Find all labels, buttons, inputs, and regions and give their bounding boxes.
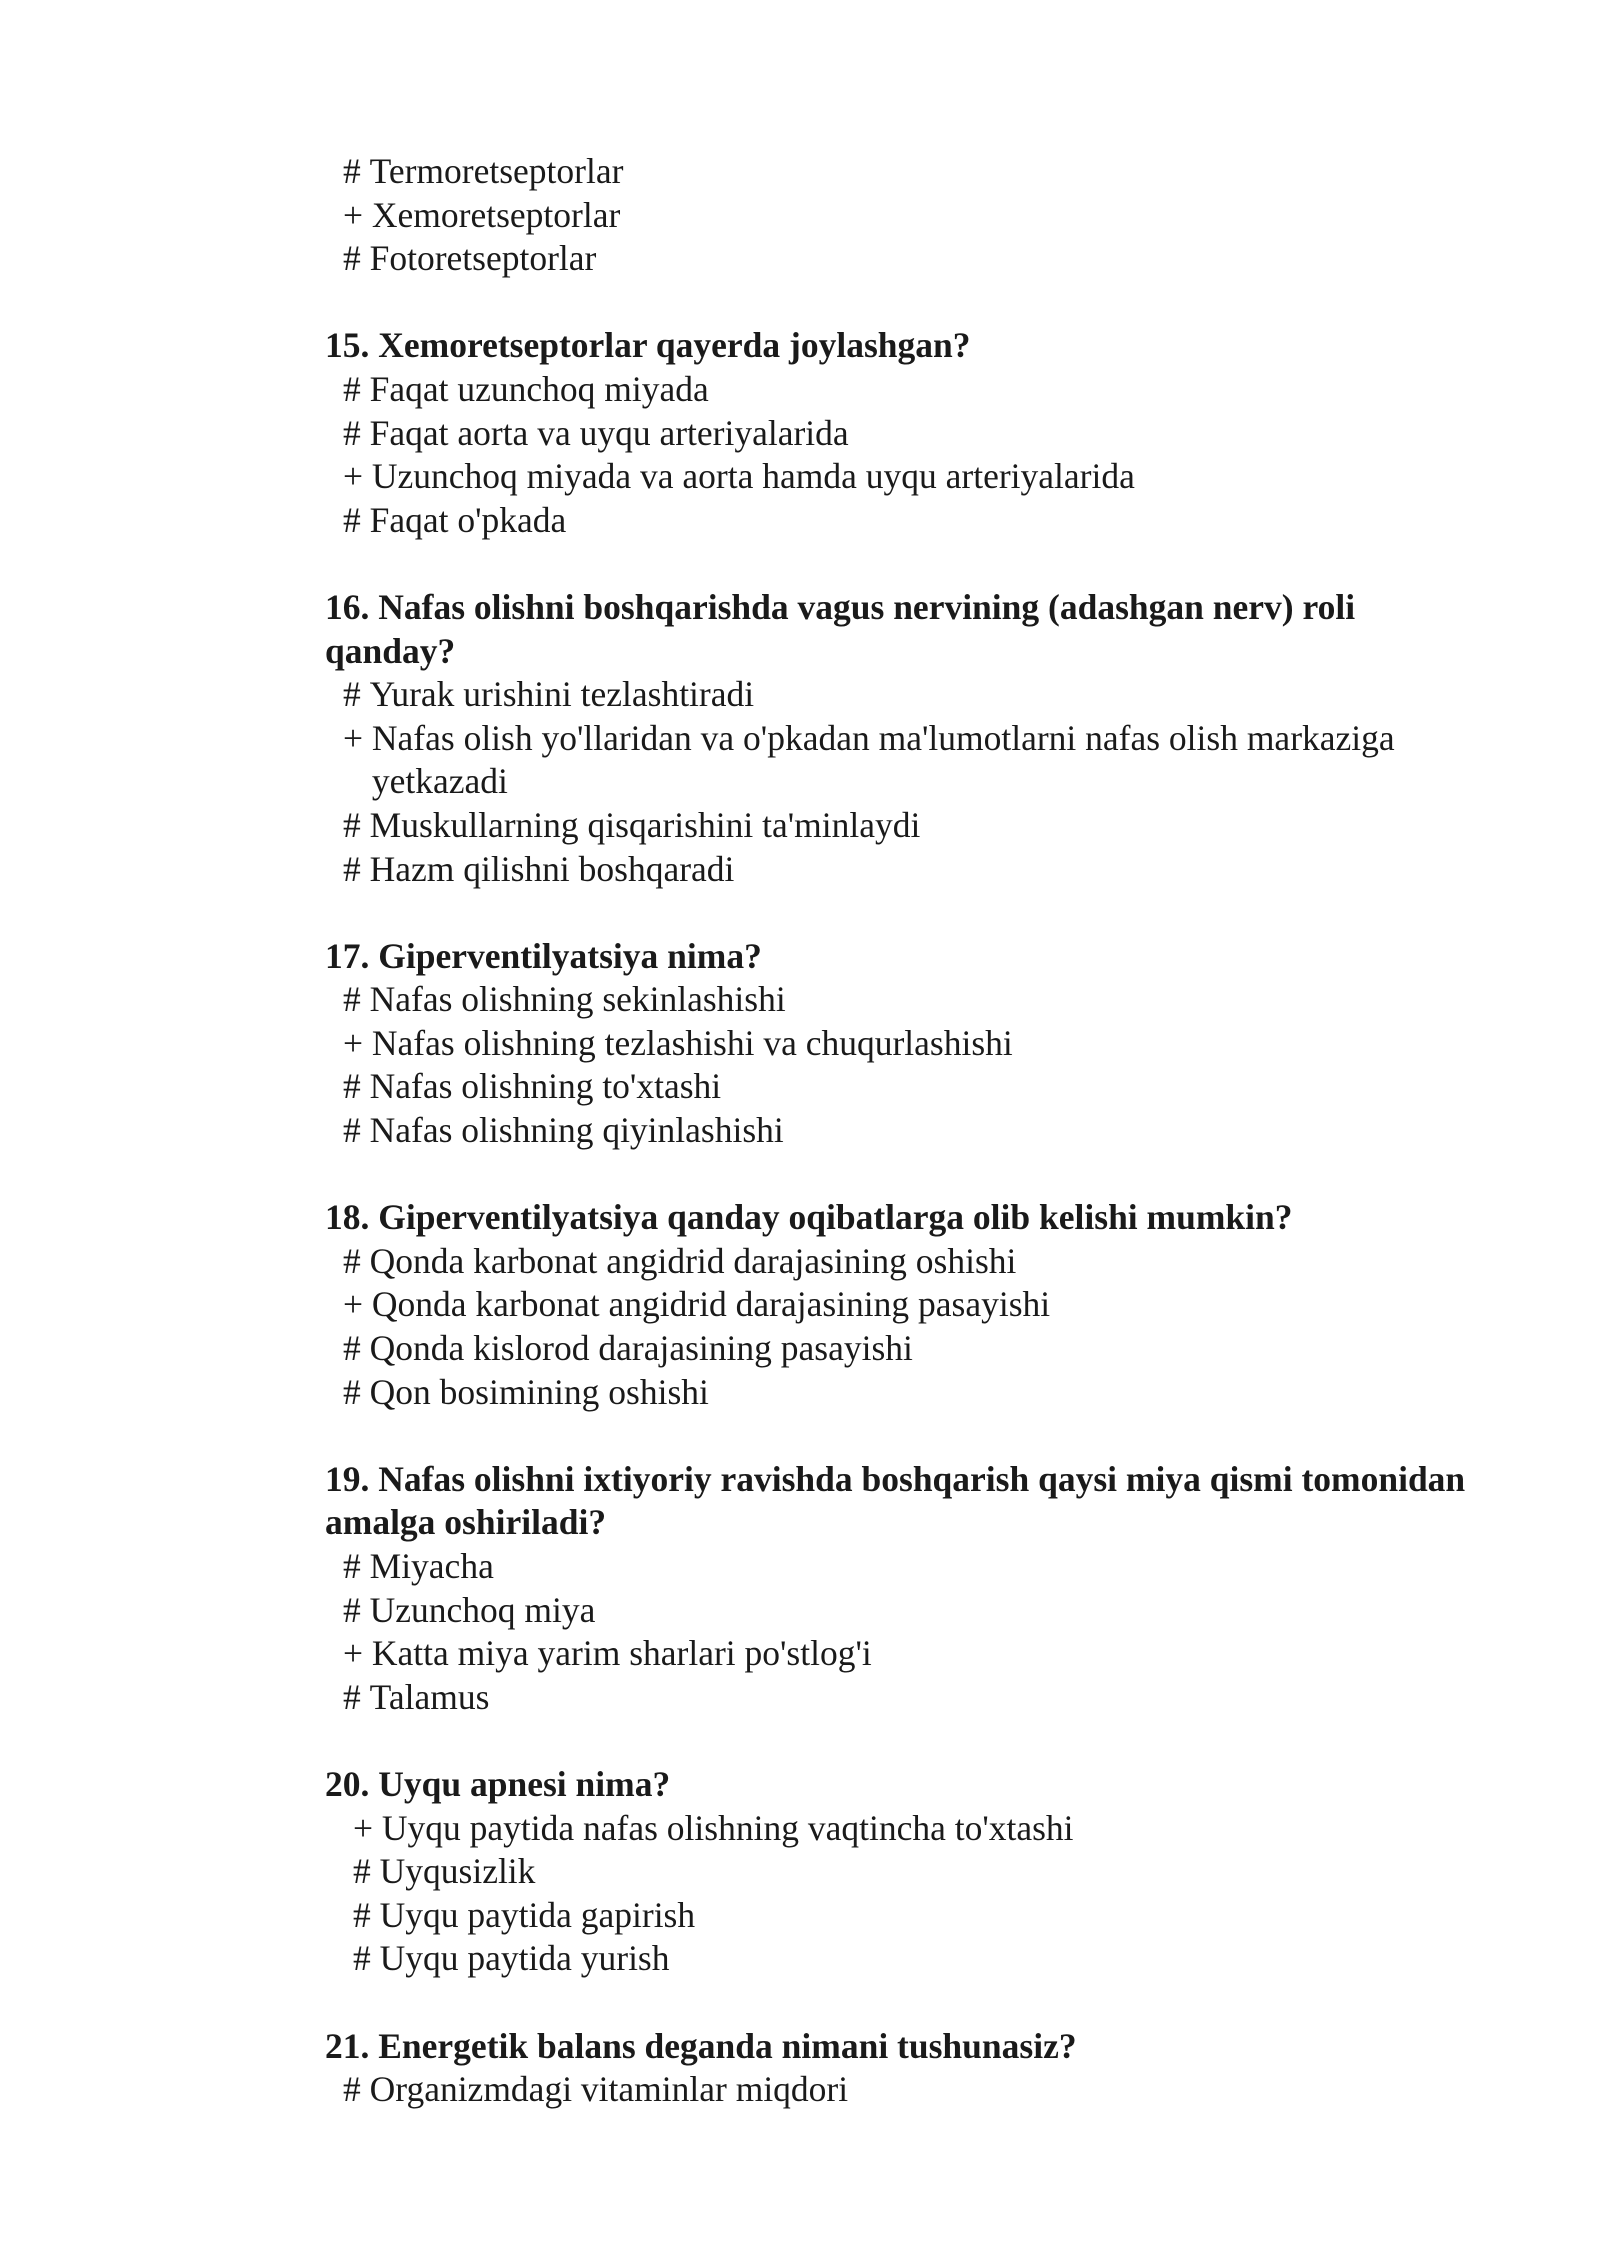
option-mark: # <box>343 804 361 845</box>
option-text: Nafas olish yo'llaridan va o'pkadan ma'lumotlarni nafas olish markaziga yetkazadi <box>371 717 1395 802</box>
option-text: Uyqu paytida nafas olishning vaqtincha to'xtashi <box>381 1807 1074 1848</box>
option-wrong <box>325 1937 1485 1981</box>
option-wrong <box>325 1327 1485 1371</box>
option-text: Nafas olishning sekinlashishi <box>369 979 786 1020</box>
option-text: Qonda karbonat angidrid darajasining oshishi <box>369 1240 1017 1281</box>
option-mark: # <box>343 1328 361 1369</box>
option-mark: # <box>343 238 361 279</box>
option-correct <box>325 1283 1485 1327</box>
document-page <box>325 150 1485 2112</box>
option-mark: # <box>353 1894 371 1935</box>
option-mark: + <box>353 1807 374 1848</box>
option-wrong <box>325 1371 1485 1415</box>
option-wrong <box>325 1850 1485 1894</box>
option-mark: # <box>343 674 361 715</box>
option-text: Nafas olishning qiyinlashishi <box>369 1110 784 1151</box>
option-mark: # <box>343 1546 361 1586</box>
option-wrong <box>325 368 1485 412</box>
option-mark: # <box>343 979 361 1020</box>
question-title: 16. Nafas olishni boshqarishda vagus nervining (adashgan nerv) roli qanday? <box>325 586 1356 671</box>
question-title: 21. Energetik balans deganda nimani tushunasiz? <box>325 2025 1077 2066</box>
question-block-18 <box>325 1196 1485 1414</box>
question-block-15 <box>325 324 1485 542</box>
option-mark: + <box>343 1284 364 1325</box>
option-mark: # <box>343 368 361 409</box>
option-correct <box>325 455 1485 499</box>
option-mark: + <box>343 1022 364 1063</box>
option-mark: # <box>343 1589 361 1630</box>
option-text: Uyqu paytida yurish <box>379 1938 670 1979</box>
option-text: Fotoretseptorlar <box>369 238 597 279</box>
option-text: Nafas olishning tezlashishi va chuqurlashishi <box>371 1022 1013 1063</box>
option-mark: + <box>343 456 364 497</box>
option-mark: # <box>343 1676 361 1717</box>
option-wrong <box>325 1065 1485 1109</box>
option-text: Faqat aorta va uyqu arteriyalarida <box>369 412 849 453</box>
option-mark: # <box>343 1066 361 1107</box>
question-block-17 <box>325 935 1485 1153</box>
option-mark: # <box>343 499 361 540</box>
option-text: Faqat uzunchoq miyada <box>369 368 709 409</box>
option-mark: + <box>343 717 364 758</box>
option-correct <box>325 1022 1485 1066</box>
option-wrong <box>325 150 1485 194</box>
option-mark: # <box>343 1240 361 1281</box>
option-text: Uyqu paytida gapirish <box>379 1894 696 1935</box>
question-block-21 <box>325 2025 1485 2112</box>
option-text: Termoretseptorlar <box>369 151 624 191</box>
question-block-16 <box>325 586 1485 891</box>
option-text: Qon bosimining oshishi <box>369 1371 709 1412</box>
option-mark: # <box>353 1851 371 1892</box>
option-wrong <box>325 673 1485 717</box>
question-title: 17. Giperventilyatsiya nima? <box>325 935 762 976</box>
option-mark: + <box>343 1633 364 1674</box>
option-mark: + <box>343 194 364 235</box>
option-text: Organizmdagi vitaminlar miqdori <box>369 2069 849 2110</box>
question-block-14-tail <box>325 150 1485 281</box>
option-wrong <box>325 804 1485 848</box>
option-text: Miyacha <box>369 1546 494 1586</box>
option-text: Uzunchoq miya <box>369 1589 596 1630</box>
option-wrong <box>325 978 1485 1022</box>
option-wrong <box>325 1240 1485 1284</box>
option-wrong <box>325 1676 1485 1720</box>
option-text: Qonda karbonat angidrid darajasining pasayishi <box>371 1284 1051 1325</box>
option-mark: # <box>343 2069 361 2110</box>
option-correct <box>325 194 1485 238</box>
option-text: Faqat o'pkada <box>369 499 567 540</box>
option-wrong <box>325 848 1485 892</box>
option-mark: # <box>343 151 361 191</box>
option-mark: # <box>343 1110 361 1151</box>
option-text: Katta miya yarim sharlari po'stlog'i <box>371 1633 872 1674</box>
option-text: Hazm qilishni boshqaradi <box>369 848 735 889</box>
option-text: Uzunchoq miyada va aorta hamda uyqu arteriyalarida <box>371 456 1135 497</box>
question-block-19 <box>325 1458 1485 1720</box>
option-mark: # <box>343 412 361 453</box>
option-wrong <box>325 412 1485 456</box>
question-title: 20. Uyqu apnesi nima? <box>325 1763 671 1804</box>
option-text: Talamus <box>369 1676 490 1717</box>
option-correct <box>325 717 1485 804</box>
question-block-20 <box>325 1763 1485 1981</box>
option-mark: # <box>353 1938 371 1979</box>
option-text: Qonda kislorod darajasining pasayishi <box>369 1328 913 1369</box>
option-wrong <box>325 2068 1485 2112</box>
option-wrong <box>325 237 1485 281</box>
option-wrong <box>325 1545 1485 1589</box>
option-text: Xemoretseptorlar <box>371 194 621 235</box>
option-text: Muskullarning qisqarishini ta'minlaydi <box>369 804 921 845</box>
option-text: Yurak urishini tezlashtiradi <box>369 674 755 715</box>
option-mark: # <box>343 848 361 889</box>
option-correct <box>325 1807 1485 1851</box>
option-text: Nafas olishning to'xtashi <box>369 1066 722 1107</box>
option-wrong <box>325 499 1485 543</box>
option-wrong <box>325 1109 1485 1153</box>
option-wrong <box>325 1894 1485 1938</box>
option-text: Uyqusizlik <box>379 1851 536 1892</box>
option-correct <box>325 1632 1485 1676</box>
option-wrong <box>325 1589 1485 1633</box>
option-mark: # <box>343 1371 361 1412</box>
question-title: 15. Xemoretseptorlar qayerda joylashgan? <box>325 325 971 366</box>
question-title: 19. Nafas olishni ixtiyoriy ravishda boshqarish qaysi miya qismi tomonidan amalga oshiriladi? <box>325 1458 1466 1543</box>
question-title: 18. Giperventilyatsiya qanday oqibatlarga olib kelishi mumkin? <box>325 1197 1293 1238</box>
